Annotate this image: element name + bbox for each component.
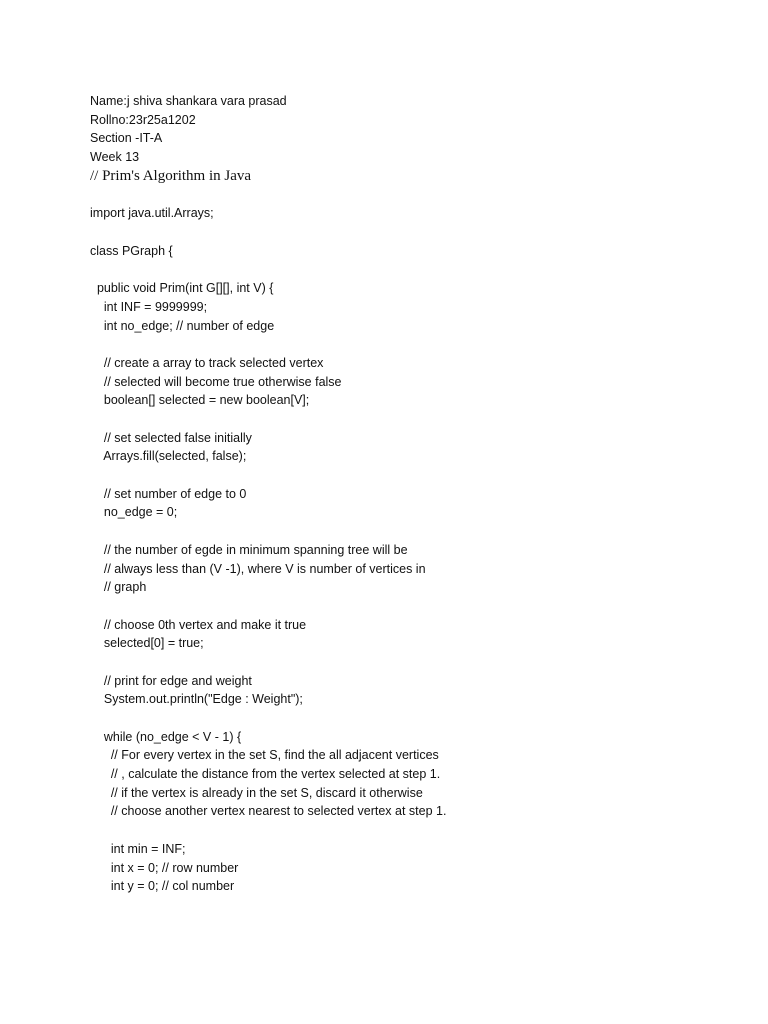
document-text — [90, 92, 730, 896]
code-line — [90, 653, 730, 672]
code-line: // always less than (V -1), where V is number of vertices in — [90, 561, 426, 576]
program-title: // Prim's Algorithm in Java — [90, 167, 252, 184]
code-line: // set selected false initially — [90, 430, 252, 445]
code-line: System.out.println("Edge : Weight"); — [90, 692, 303, 707]
code-line: // graph — [90, 580, 147, 595]
code-line: Arrays.fill(selected, false); — [90, 449, 247, 464]
code-line: // the number of egde in minimum spanning tree will be — [90, 542, 408, 557]
code-block — [90, 186, 730, 896]
code-line: while (no_edge < V - 1) { — [90, 729, 242, 744]
student-name: Name:j shiva shankara vara prasad — [90, 94, 287, 108]
code-line: class PGraph { — [90, 243, 173, 258]
code-line — [90, 821, 730, 840]
code-line: import java.util.Arrays; — [90, 206, 214, 221]
code-line — [90, 186, 730, 205]
code-line: selected[0] = true; — [90, 636, 204, 651]
code-line: int y = 0; // col number — [90, 879, 235, 894]
code-line: // print for edge and weight — [90, 673, 252, 688]
code-line — [90, 522, 730, 541]
code-line: // create a array to track selected vertex — [90, 355, 324, 370]
section: Section -IT-A — [90, 131, 163, 146]
code-line — [90, 261, 730, 280]
roll-number: Rollno:23r25a1202 — [90, 112, 196, 127]
code-line: int min = INF; — [90, 841, 186, 856]
code-line: int INF = 9999999; — [90, 299, 208, 314]
code-line — [90, 466, 730, 485]
week: Week 13 — [90, 150, 140, 165]
code-line: // if the vertex is already in the set S, discard it otherwise — [90, 785, 423, 800]
code-line: // selected will become true otherwise false — [90, 374, 342, 389]
code-line: no_edge = 0; — [90, 505, 178, 520]
code-line: // choose 0th vertex and make it true — [90, 617, 307, 632]
code-line — [90, 597, 730, 616]
code-line: boolean[] selected = new boolean[V]; — [90, 393, 310, 408]
code-line: public void Prim(int G[][], int V) { — [90, 281, 274, 296]
code-line: // choose another vertex nearest to selected vertex at step 1. — [90, 804, 447, 819]
code-line — [90, 410, 730, 429]
code-line: int x = 0; // row number — [90, 860, 239, 875]
code-line — [90, 335, 730, 354]
code-line: // , calculate the distance from the vertex selected at step 1. — [90, 767, 441, 782]
code-line: // set number of edge to 0 — [90, 486, 247, 501]
code-line — [90, 709, 730, 728]
code-line: int no_edge; // number of edge — [90, 318, 275, 333]
code-line — [90, 223, 730, 242]
code-line: // For every vertex in the set S, find the all adjacent vertices — [90, 748, 439, 763]
